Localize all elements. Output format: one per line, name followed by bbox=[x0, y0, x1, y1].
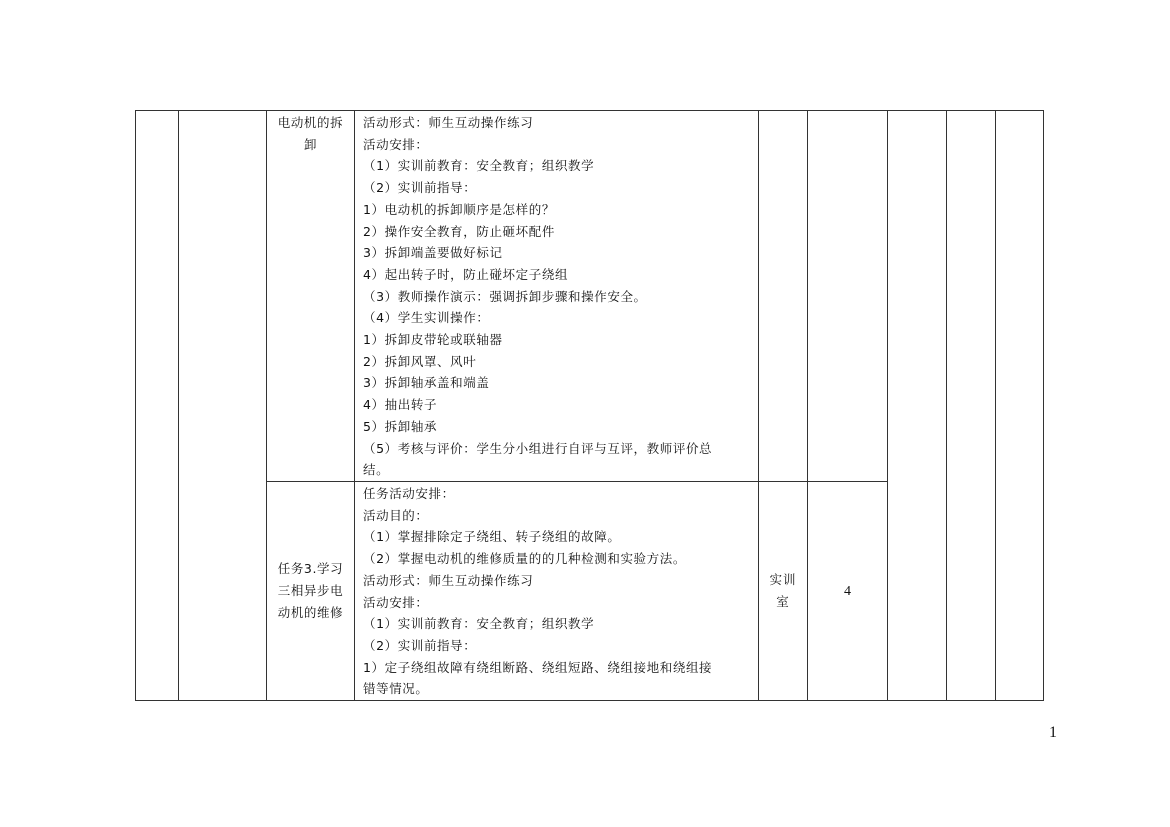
task-name-cell bbox=[267, 482, 355, 701]
content-line: 活动形式：师生互动操作练习 bbox=[363, 115, 534, 130]
hours-cell bbox=[808, 482, 888, 701]
content-line: （1）实训前教育：安全教育；组织教学 bbox=[363, 616, 595, 632]
location-cell bbox=[759, 482, 808, 701]
content-line: 2）操作安全教育，防止砸坏配件 bbox=[363, 223, 555, 239]
content-line: 活动安排： bbox=[363, 594, 429, 610]
content-line: 4）抽出转子 bbox=[363, 397, 438, 413]
content-line: 3）拆卸轴承盖和端盖 bbox=[363, 375, 490, 391]
content-line: （2）实训前指导： bbox=[363, 180, 477, 196]
task-name-disassembly: 电动机的拆卸 bbox=[277, 115, 344, 152]
content-line: 4）起出转子时，防止碰坏定子绕组 bbox=[363, 266, 569, 282]
content-line: （5）考核与评价：学生分小组进行自评与互评，教师评价总 bbox=[363, 440, 713, 456]
empty-cell-col8 bbox=[947, 111, 996, 701]
content-line: 2）拆卸风罩、风叶 bbox=[363, 353, 477, 369]
task-name-repair: 任务3.学习三相异步电动机的维修 bbox=[277, 561, 344, 620]
content-line: 1）定子绕组故障有绕组断路、绕组短路、绕组接地和绕组接 bbox=[363, 659, 713, 675]
content-line: （1）实训前教育：安全教育；组织教学 bbox=[363, 158, 595, 174]
empty-cell-col9 bbox=[996, 111, 1044, 701]
content-line: 活动目的： bbox=[363, 507, 429, 523]
empty-cell-col1 bbox=[136, 111, 179, 701]
task-name-cell bbox=[267, 111, 355, 482]
hours-cell-empty bbox=[808, 111, 888, 482]
activity-content-cell bbox=[355, 482, 759, 701]
content-line: 结。 bbox=[363, 462, 390, 478]
table-row bbox=[136, 111, 1044, 482]
content-line: 活动安排： bbox=[363, 136, 429, 152]
content-line: 3）拆卸端盖要做好标记 bbox=[363, 245, 503, 261]
content-line: 5）拆卸轴承 bbox=[363, 418, 438, 434]
content-line: 1）电动机的拆卸顺序是怎样的？ bbox=[363, 201, 555, 217]
empty-cell-col2 bbox=[179, 111, 267, 701]
hours-text: 4 bbox=[844, 583, 851, 599]
content-line: （1）掌握排除定子绕组、转子绕组的故障。 bbox=[363, 529, 621, 545]
page-number: 1 bbox=[1049, 724, 1057, 741]
content-line: 任务活动安排： bbox=[363, 486, 455, 501]
content-line: 1）拆卸皮带轮或联轴器 bbox=[363, 332, 503, 348]
location-cell-empty bbox=[759, 111, 808, 482]
content-line: 活动形式：师生互动操作练习 bbox=[363, 572, 534, 588]
empty-cell-col7 bbox=[888, 111, 947, 701]
location-text: 实训室 bbox=[769, 572, 797, 610]
content-line: （2）掌握电动机的维修质量的的几种检测和实验方法。 bbox=[363, 551, 686, 567]
content-line: 错等情况。 bbox=[363, 681, 429, 697]
content-line: （2）实训前指导： bbox=[363, 637, 477, 653]
content-line: （4）学生实训操作： bbox=[363, 310, 490, 326]
course-plan-table bbox=[135, 110, 1044, 701]
content-line: （3）教师操作演示：强调拆卸步骤和操作安全。 bbox=[363, 288, 647, 304]
activity-content-cell bbox=[355, 111, 759, 482]
